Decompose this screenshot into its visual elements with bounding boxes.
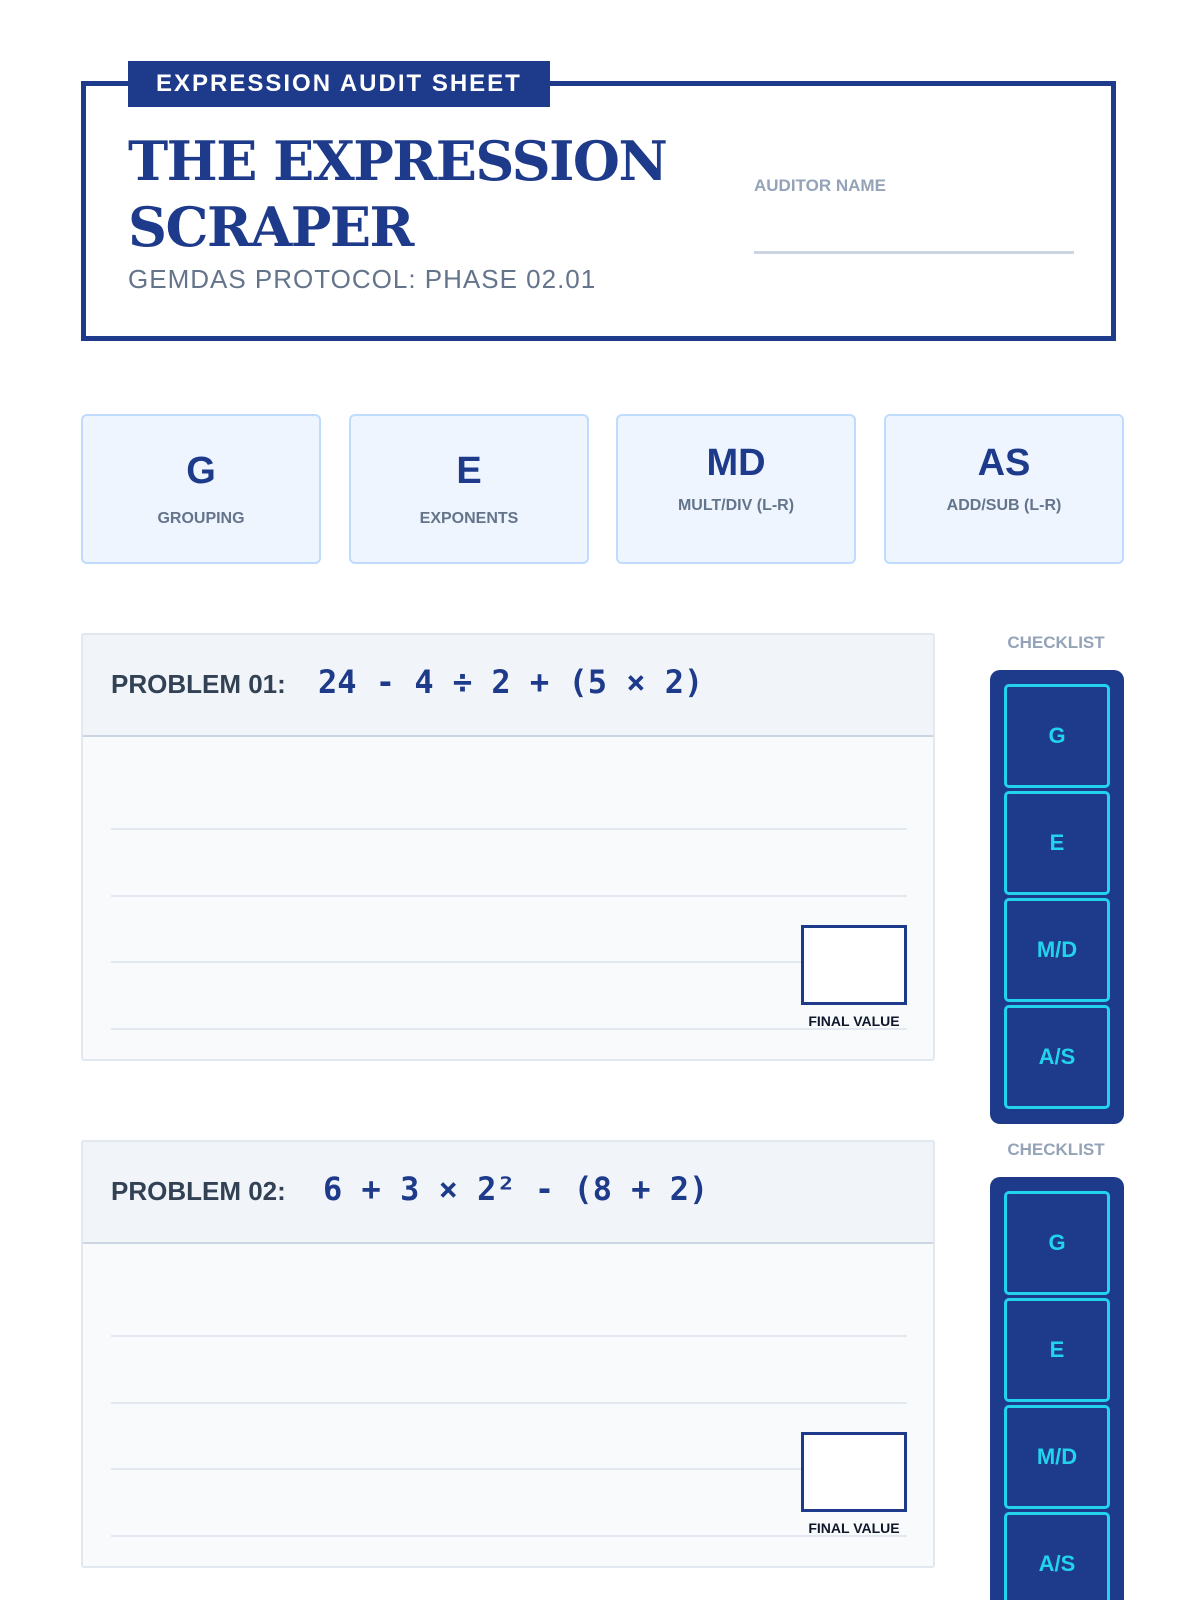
legend-letter: G [186, 450, 216, 492]
problem-header [83, 635, 933, 737]
checklist-title: CHECKLIST [1007, 633, 1105, 652]
checklist-title: CHECKLIST [1007, 1140, 1105, 1159]
legend-label: EXPONENTS [419, 510, 519, 527]
legend-letter: AS [977, 442, 1031, 484]
legend-letter: MD [706, 442, 766, 484]
page-title: THE EXPRESSION SCRAPER [128, 129, 667, 259]
checklist-item-g[interactable]: G [1004, 1191, 1110, 1295]
final-value-box[interactable] [801, 925, 907, 1005]
auditor-name-field[interactable] [754, 251, 1074, 254]
legend-card-grouping [81, 414, 321, 564]
work-line[interactable] [111, 895, 907, 897]
checklist-item-md[interactable]: M/D [1004, 1405, 1110, 1509]
page-subtitle: GEMDAS PROTOCOL: PHASE 02.01 [128, 264, 597, 294]
legend-card-mult-div [616, 414, 856, 564]
problem-card-01 [81, 633, 935, 1061]
checklist-item-md[interactable]: M/D [1004, 898, 1110, 1002]
legend-label: ADD/SUB (L-R) [946, 497, 1062, 514]
work-line[interactable] [111, 828, 907, 830]
problem-card-02 [81, 1140, 935, 1568]
auditor-name-label: AUDITOR NAME [754, 176, 886, 195]
problem-header [83, 1142, 933, 1244]
legend-card-exponents [349, 414, 589, 564]
problem-expression: 24 - 4 ÷ 2 + (5 × 2) [318, 663, 704, 701]
work-line[interactable] [111, 961, 907, 963]
checklist-item-e[interactable]: E [1004, 1298, 1110, 1402]
sheet-tag: EXPRESSION AUDIT SHEET [128, 61, 550, 107]
final-value-box[interactable] [801, 1432, 907, 1512]
problem-expression: 6 + 3 × 2² - (8 + 2) [323, 1170, 709, 1208]
legend-label: GROUPING [157, 510, 245, 527]
checklist-item-e[interactable]: E [1004, 791, 1110, 895]
checklist-item-g[interactable]: G [1004, 684, 1110, 788]
checklist-item-as[interactable]: A/S [1004, 1005, 1110, 1109]
problem-label: PROBLEM 02: [111, 1176, 286, 1206]
problem-label: PROBLEM 01: [111, 669, 286, 699]
final-value-label: FINAL VALUE [808, 1013, 900, 1029]
legend-label: MULT/DIV (L-R) [677, 497, 795, 514]
work-line[interactable] [111, 1335, 907, 1337]
checklist-panel [990, 670, 1124, 1124]
work-line[interactable] [111, 1468, 907, 1470]
legend-card-add-sub [884, 414, 1124, 564]
legend-letter: E [456, 450, 482, 492]
work-line[interactable] [111, 1402, 907, 1404]
final-value-label: FINAL VALUE [808, 1520, 900, 1536]
checklist-item-as[interactable]: A/S [1004, 1512, 1110, 1600]
checklist-panel [990, 1177, 1124, 1600]
